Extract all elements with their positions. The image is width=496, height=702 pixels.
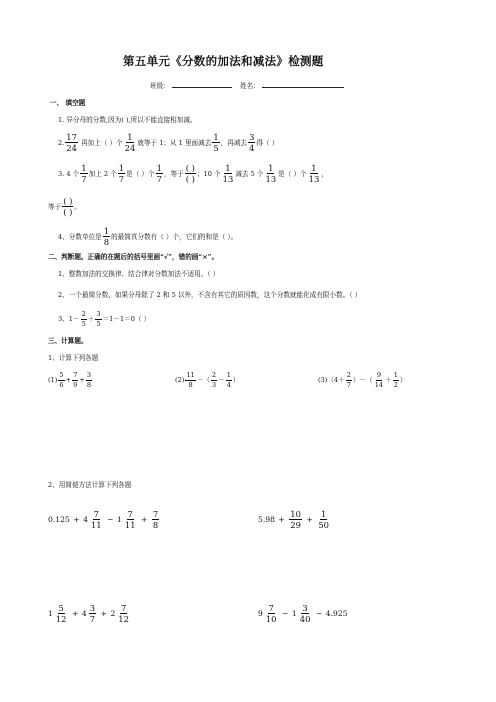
fraction: $\frac{2}{5}$ <box>81 310 86 328</box>
fraction: $\frac{7}{8}$ <box>152 509 159 531</box>
q1-item-2: 2. $\frac{17}{24}$ 再加上（ ）个 $\frac{1}{24}$ 就等于 1；从 1 里面减去 $\frac{1}{5}$ ，再减去 $\frac{3}{4}$ 得（ ） <box>58 132 279 154</box>
fraction: $\frac{1}{50}$ <box>318 509 330 531</box>
fraction: $\frac{1}{2}$ <box>393 371 398 389</box>
q2-item-3: 3、1－ $\frac{2}{5}$ ＋ $\frac{3}{5}$ ＝1－1＝0（ ） <box>58 310 151 328</box>
fraction: $\frac{11}{8}$ <box>186 371 195 389</box>
class-blank[interactable] <box>172 79 232 88</box>
fraction: $\frac{7}{11}$ <box>90 509 102 531</box>
q1-item-1: 1. 异分母的分数,因为( ),所以不能直接相加减。 <box>58 116 197 124</box>
fraction: $\frac{3}{40}$ <box>299 603 311 625</box>
q3-subheading-2: 2、用简便方法计算下列各题 <box>48 481 132 489</box>
q3-expression-4: 0.125 + 4 $\frac{7}{11}$ − 1 $\frac{7}{11}$ + $\frac{7}{8}$ <box>48 509 159 531</box>
fraction-blank[interactable]: $\frac{( )}{( )}$ <box>185 163 195 185</box>
fraction: $\frac{1}{13}$ <box>308 163 320 185</box>
fraction: $\frac{1}{7}$ <box>81 163 87 185</box>
fraction: $\frac{3}{8}$ <box>86 371 92 389</box>
class-name-line <box>150 79 344 90</box>
q3-subheading-1: 1、计算下列各题 <box>48 354 99 362</box>
fraction: $\frac{7}{12}$ <box>118 603 129 625</box>
q3-expression-7: 9 $\frac{7}{10}$ − 1 $\frac{3}{40}$ − 4.925 <box>258 603 348 625</box>
fraction: $\frac{9}{14}$ <box>374 371 384 389</box>
fraction: $\frac{7}{9}$ <box>73 371 78 389</box>
q3-expression-1: (1) $\frac{5}{6}$ + $\frac{7}{9}$ + $\frac{3}{8}$ <box>48 371 92 389</box>
fraction: $\frac{5}{6}$ <box>59 371 64 389</box>
name-label: 姓名： <box>240 82 260 90</box>
fraction: $\frac{2}{7}$ <box>346 371 351 389</box>
fraction: $\frac{7}{11}$ <box>124 509 136 531</box>
fraction: $\frac{1}{13}$ <box>222 163 234 185</box>
fraction: $\frac{3}{4}$ <box>249 132 255 154</box>
fraction: $\frac{3}{7}$ <box>89 603 96 625</box>
fraction: $\frac{1}{8}$ <box>103 226 110 248</box>
section-3-heading: 三、计算题。 <box>48 337 88 345</box>
q3-expression-2: (2) $\frac{11}{8}$ －（ $\frac{2}{3}$ － $\frac{1}{4}$ ） <box>175 371 240 389</box>
fraction: $\frac{10}{29}$ <box>290 509 301 531</box>
fraction: $\frac{17}{24}$ <box>66 132 77 154</box>
name-blank[interactable] <box>262 79 344 88</box>
q3-expression-6: 1 $\frac{5}{12}$ + 4 $\frac{3}{7}$ + 2 $\frac{7}{12}$ <box>48 603 129 625</box>
fraction: $\frac{1}{7}$ <box>156 163 162 185</box>
page-title: 第五单元《分数的加法和减法》检测题 <box>123 54 324 68</box>
fraction: $\frac{1}{24}$ <box>124 132 136 154</box>
fraction: $\frac{1}{13}$ <box>265 163 277 185</box>
section-1-heading: 一、 填空题 <box>50 99 86 107</box>
fraction: $\frac{7}{10}$ <box>265 603 277 625</box>
fraction: $\frac{1}{7}$ <box>118 163 125 185</box>
q2-item-2: 2、一个最简分数，如果分母除了 2 和 5 以外，不含有其它的质因数，这个分数就能化成有限小数。（ ） <box>58 291 362 299</box>
q1-item-3: 3. 4 个 $\frac{1}{7}$ 加上 2 个 $\frac{1}{7}$ 是（ ）个 $\frac{1}{7}$ ，等于 $\frac{( )}{( )}$ ；10 个 $\frac{1}{13}$ 减去 5 个 $\frac{1}{13}$ 是（ ）个 $\frac{1}{13}$ ， <box>58 163 328 185</box>
fraction: $\frac{5}{12}$ <box>55 603 67 625</box>
section-2-heading: 二、判断题。正确的在题后的括号里画“√”，错的画“×”。 <box>48 253 219 261</box>
fraction: $\frac{3}{5}$ <box>96 310 101 328</box>
fraction-blank[interactable]: $\frac{( )}{( )}$ <box>63 196 73 218</box>
fraction: $\frac{1}{4}$ <box>226 371 231 389</box>
q1-item-4: 4、分数单位是 $\frac{1}{8}$ 的最简真分数有（ ）个，它们的和是（ ）。 <box>58 226 238 248</box>
q1-item-3-cont: 等于 $\frac{( )}{( )}$ 。 <box>48 196 81 218</box>
q3-expression-3: (3)（4＋ $\frac{2}{7}$ ）－（ $\frac{9}{14}$ ＋ $\frac{1}{2}$ ） <box>318 371 407 389</box>
fraction: $\frac{1}{5}$ <box>213 132 219 154</box>
fraction: $\frac{2}{3}$ <box>211 371 217 389</box>
class-label: 班级： <box>150 82 170 90</box>
q2-item-1: 1、整数加法的交换律、结合律对分数加法不适用。（ ） <box>58 270 220 278</box>
q3-expression-5: 5.98 + $\frac{10}{29}$ + $\frac{1}{50}$ <box>258 509 330 531</box>
